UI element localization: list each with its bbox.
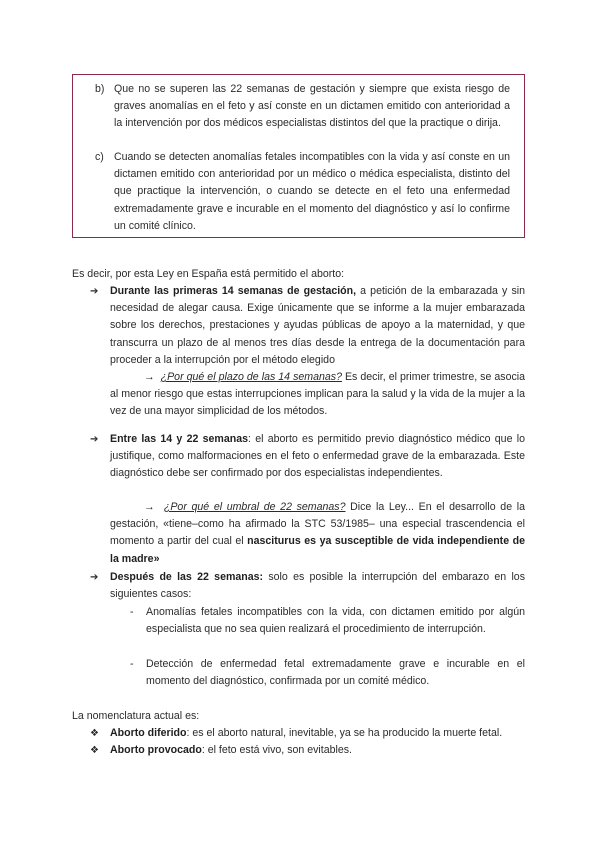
intro-paragraph: Es decir, por esta Ley en España está permitido el aborto: — [72, 268, 345, 280]
arrow-bullet-icon: ➔ — [90, 434, 99, 445]
nomenclature-paragraph: La nomenclatura actual es: — [72, 710, 200, 722]
bullet-text — [110, 283, 525, 369]
bullet-item — [90, 283, 525, 369]
subnote-body: Es decir, el primer trimestre, se asocia al menor riesgo que estas interrupciones implican para la salud y la vida de la mujer a la vez de una mayor simplicidad de los métodos. — [110, 371, 525, 418]
item-text: Que no se superen las 22 semanas de gestación y siempre que exista riesgo de graves anomalías en el feto y así conste en un dictamen emitido con anterioridad a la intervención por dos médicos especialistas distintos del que la practique o dirija. — [114, 83, 510, 130]
item-marker: b) — [95, 83, 105, 95]
dash-text: Detección de enfermedad fetal extremadamente grave e incurable en el momento del diagnóstico, confirmada por un comité médico. — [146, 658, 525, 688]
bullet-text — [110, 569, 525, 603]
dash-marker: - — [130, 606, 134, 618]
arrow-bullet-icon: ➔ — [90, 572, 99, 583]
dash-list-item — [130, 604, 525, 638]
diamond-list-item — [90, 742, 525, 759]
subnote-question: ¿Por qué el plazo de las 14 semanas? — [160, 371, 342, 383]
bullet-bold: Durante las primeras 14 semanas de gestación, — [110, 285, 357, 297]
diamond-text — [110, 742, 525, 759]
legal-item-c — [95, 149, 510, 235]
term-definition: : es el aborto natural, inevitable, ya se ha producido la muerte fetal. — [186, 727, 503, 739]
bullet-bold: Después de las 22 semanas: — [110, 571, 264, 583]
bullet-text — [110, 431, 525, 483]
diamond-bullet-icon: ❖ — [90, 745, 99, 756]
dash-list-item — [130, 656, 525, 690]
bullet-item — [90, 431, 525, 483]
bullet-body: a petición de la embarazada y sin necesidad de alegar causa. Exige únicamente que se informe a la mujer embarazada sobre los derechos, prestaciones y ayudas públicas de apoyo a la maternidad, y que transcurra un plazo de al menos tres días desde la entrega de la documentación para proceder a la interrupción por el método elegido — [110, 285, 525, 366]
right-arrow-icon: → — [144, 501, 155, 513]
dash-marker: - — [130, 658, 134, 670]
term-definition: : el feto está vivo, son evitables. — [201, 744, 352, 756]
subnote-question: ¿Por qué el umbral de 22 semanas? — [163, 501, 346, 513]
bullet-item — [90, 569, 525, 603]
right-arrow-icon: → — [144, 371, 155, 383]
bullet-body: : el aborto es permitido previo diagnóstico médico que lo justifique, como malformaciones en el feto o enfermedad grave de la embarazada. Este diagnóstico debe ser confirmado por dos especialistas independientes. — [110, 433, 525, 480]
subnote — [110, 369, 525, 421]
bullet-body: solo es posible la interrupción del embarazo en los siguientes casos: — [110, 571, 525, 601]
bullet-bold: Entre las 14 y 22 semanas — [110, 433, 248, 445]
legal-excerpt-box — [72, 74, 525, 238]
item-marker: c) — [95, 151, 104, 163]
term-bold: Aborto diferido — [110, 727, 187, 739]
term-bold: Aborto provocado — [110, 744, 202, 756]
dash-text: Anomalías fetales incompatibles con la vida, con dictamen emitido por algún especialista que no sea quien realizará el procedimiento de interrupción. — [146, 606, 525, 636]
item-text: Cuando se detecten anomalías fetales incompatibles con la vida y así conste en un dictamen emitido con anterioridad por un médico o médica especialista, distinto del que practique la intervención, o cuando se detecte en el feto una enfermedad extremadamente grave e incurable en el momento del diagnóstico y así lo confirme un comité clínico. — [114, 151, 510, 232]
subnote — [110, 499, 525, 568]
subnote-bold: nasciturus es ya susceptible de vida independiente de la madre» — [110, 535, 525, 565]
legal-item-b — [95, 81, 510, 133]
subnote-body: Dice la Ley... En el desarrollo de la gestación, «tiene–como ha afirmado la STC 53/1985– una especial trascendencia el momento a partir del cual el — [110, 501, 525, 548]
arrow-bullet-icon: ➔ — [90, 286, 99, 297]
diamond-bullet-icon: ❖ — [90, 728, 99, 739]
diamond-list-item — [90, 725, 525, 742]
diamond-text — [110, 725, 525, 742]
